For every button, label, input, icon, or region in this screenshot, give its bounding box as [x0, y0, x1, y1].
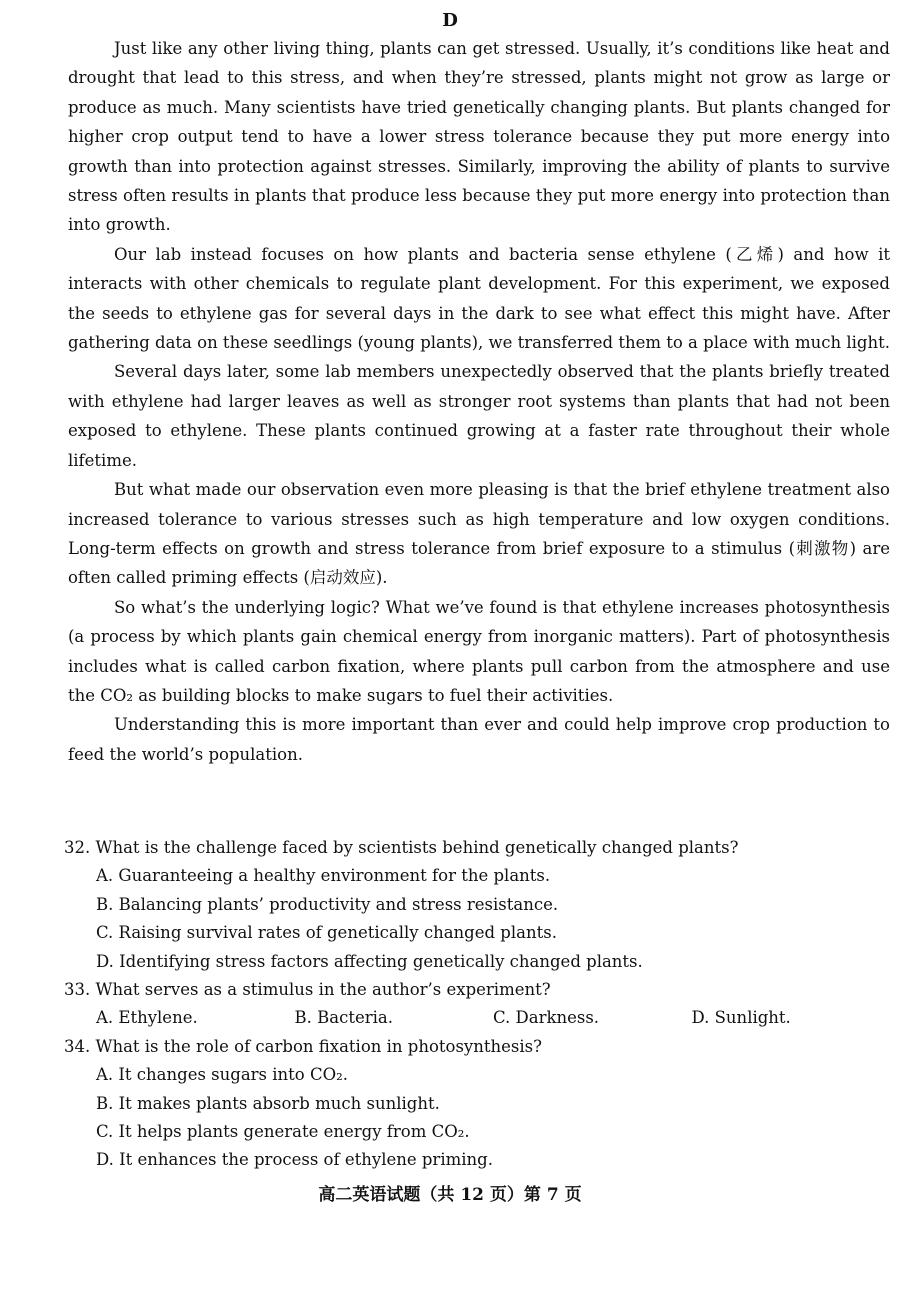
passage-paragraph: So what’s the underlying logic? What we’ve found is that ethylene increases photosynthesis (a process by which plants gain chemical energy from inorganic matters). Part of photosynthesis includes what is called carbon fixation, where plants pull carbon from the atmosphere and use the CO₂ as building blocks to make sugars to fuel their activities. — [68, 597, 890, 705]
question-stem: 32. What is the challenge faced by scientists behind genetically changed plants? — [64, 838, 739, 857]
passage-paragraph: Understanding this is more important than ever and could help improve crop production to feed the world’s population. — [68, 715, 890, 764]
answer-option-a[interactable]: A. Ethylene. — [96, 1008, 198, 1028]
section-heading: D — [442, 10, 458, 31]
answer-option-d[interactable]: D. Sunlight. — [691, 1008, 791, 1028]
page-footer: 高二英语试题（共 12 页）第 7 页 — [318, 1185, 582, 1205]
answer-option-c[interactable]: C. It helps plants generate energy from CO₂. — [96, 1122, 470, 1142]
question-list — [64, 834, 890, 1175]
reading-passage — [68, 34, 890, 769]
question-34 — [64, 1033, 890, 1175]
answer-option-c[interactable]: C. Raising survival rates of genetically changed plants. — [96, 923, 557, 943]
passage-paragraph: Several days later, some lab members unexpectedly observed that the plants briefly treated with ethylene had larger leaves as well as stronger root systems than plants that had not been exposed to ethylene. These plants continued growing at a faster rate throughout their whole lifetime. — [68, 362, 890, 470]
answer-option-row — [64, 1004, 890, 1032]
answer-option-b[interactable]: B. It makes plants absorb much sunlight. — [96, 1093, 440, 1113]
question-33 — [64, 976, 890, 1033]
answer-option-c[interactable]: C. Darkness. — [493, 1008, 600, 1028]
answer-option-a[interactable]: A. It changes sugars into CO₂. — [96, 1065, 348, 1085]
question-stem: 34. What is the role of carbon fixation in photosynthesis? — [64, 1036, 542, 1056]
question-stem: 33. What serves as a stimulus in the author’s experiment? — [64, 980, 551, 1000]
question-32 — [64, 834, 890, 976]
answer-option-d[interactable]: D. Identifying stress factors affecting genetically changed plants. — [96, 951, 643, 971]
passage-paragraph: But what made our observation even more pleasing is that the brief ethylene treatment also increased tolerance to various stresses such as high temperature and low oxygen conditions. Long-term effects on growth and stress tolerance from brief exposure to a stimulus (刺激物) are often called priming effects (启动效应). — [68, 480, 890, 588]
passage-paragraph: Our lab instead focuses on how plants and bacteria sense ethylene (乙烯) and how it interacts with other chemicals to regulate plant development. For this experiment, we exposed the seeds to ethylene gas for several days in the dark to see what effect this might have. After gathering data on these seedlings (young plants), we transferred them to a place with much light. — [68, 244, 890, 353]
answer-option-b[interactable]: B. Bacteria. — [294, 1008, 393, 1028]
answer-option-a[interactable]: A. Guaranteeing a healthy environment for the plants. — [96, 866, 551, 886]
passage-paragraph: Just like any other living thing, plants can get stressed. Usually, it’s conditions like heat and drought that lead to this stress, and when they’re stressed, plants might not grow as large or produce as much. Many scientists have tried genetically changing plants. But plants changed for higher crop output tend to have a lower stress tolerance because they put more energy into growth than into protection against stresses. Similarly, improving the ability of plants to survive stress often results in plants that produce less because they put more energy into protection than into growth. — [68, 39, 890, 235]
answer-option-b[interactable]: B. Balancing plants’ productivity and stress resistance. — [96, 894, 559, 914]
answer-option-d[interactable]: D. It enhances the process of ethylene priming. — [96, 1150, 493, 1170]
